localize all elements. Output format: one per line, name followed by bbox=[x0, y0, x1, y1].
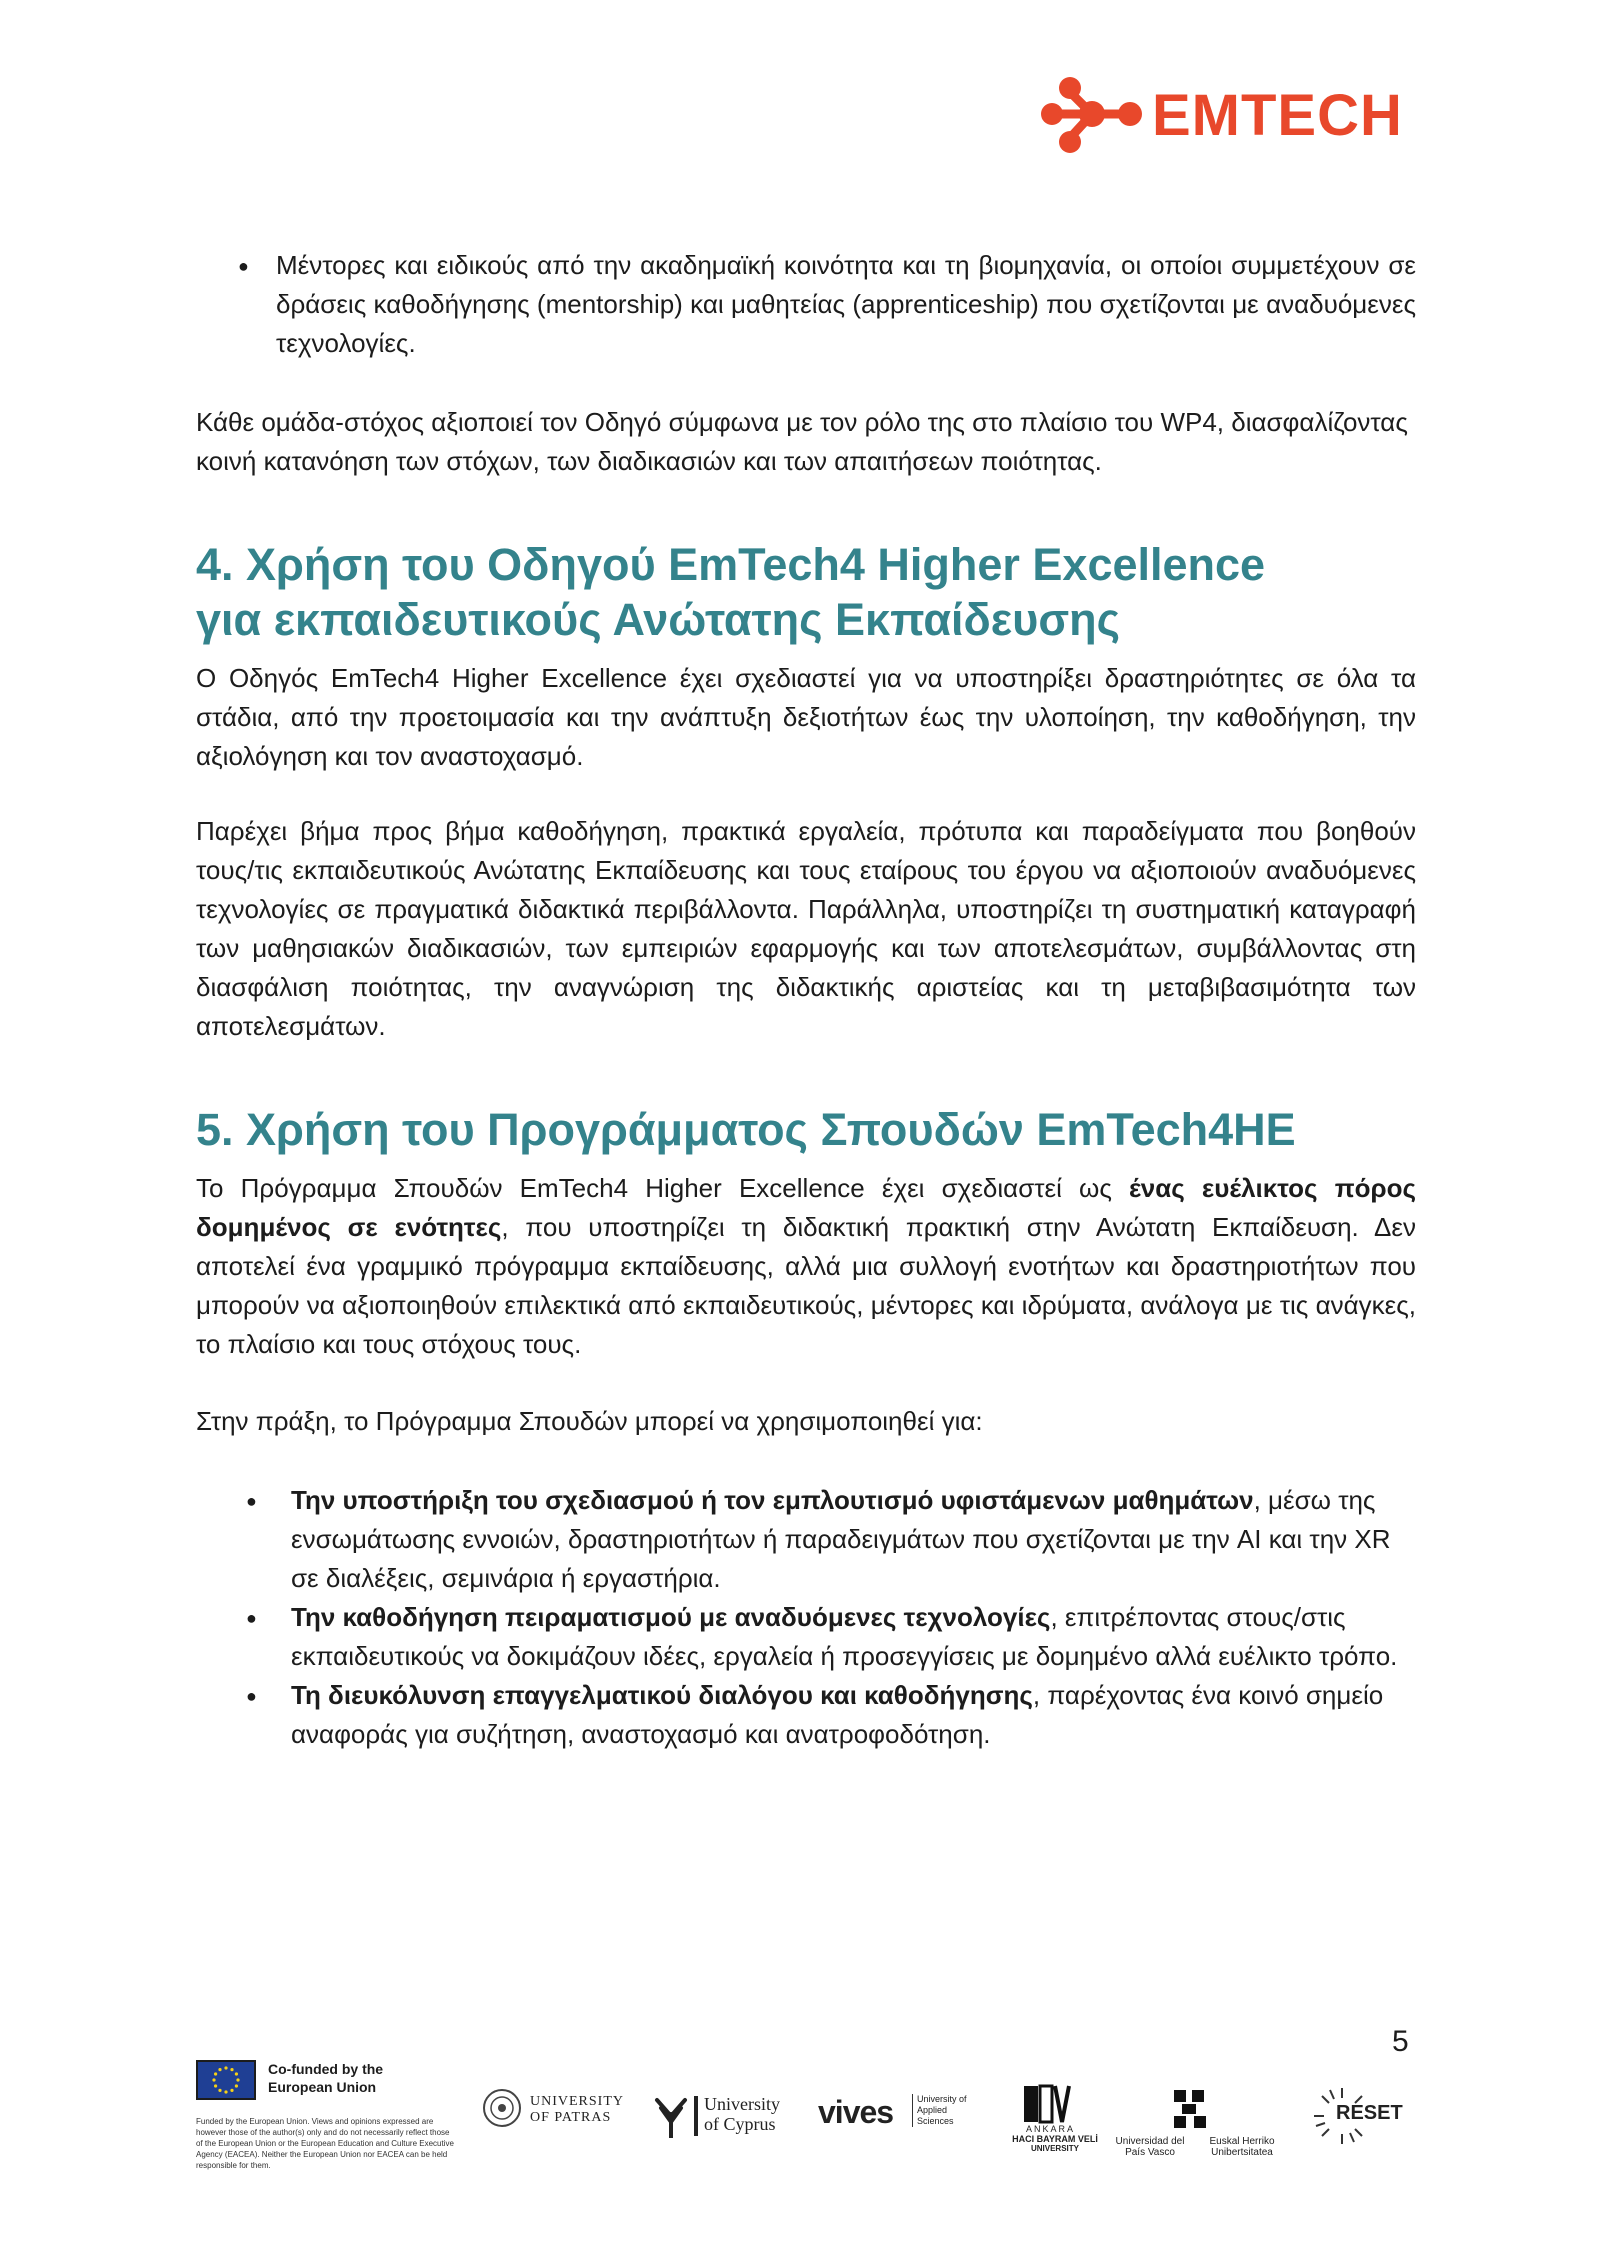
list-item bbox=[196, 1598, 1416, 1676]
bold-text: Τη διευκόλυνση επαγγελματικού διαλόγου και καθοδήγησης bbox=[291, 1680, 1033, 1710]
vives-wordmark: vives bbox=[818, 2094, 894, 2130]
section-4-paragraph-2: Παρέχει βήμα προς βήμα καθοδήγηση, πρακτικά εργαλεία, πρότυπα και παραδείγματα που βοηθούν τους/τις εκπαιδευτικούς Ανώτατης Εκπαίδευσης και τους εταίρους του έργου να αξιοποιούν αναδυόμενες τεχνολογίες σε πραγματικά διδακτικά περιβάλλοντα. Παράλληλα, υποστηρίζει τη συστηματική καταγραφή των μαθησιακών διαδικασιών, των εμπειριών εφαρμογής και των αποτελεσμάτων, συμβάλλοντας στη διασφάλιση ποιότητας, την αναγνώριση της διδακτικής αριστείας και τη μεταβιβασιμότητα των αποτελεσμάτων. bbox=[196, 816, 1416, 1041]
intro-paragraph: Κάθε ομάδα-στόχος αξιοποιεί τον Οδηγό σύμφωνα με τον ρόλο της στο πλαίσιο του WP4, διασφαλίζοντας κοινή κατανόηση των στόχων, των διαδικασιών και των απαιτήσεων ποιότητας. bbox=[196, 407, 1408, 476]
text-run: , μέσω της ενσωμάτωσης εννοιών, δραστηριοτήτων ή παραδειγμάτων που σχετίζονται με την AI και την XR σε διαλέξεις, σεμινάρια ή εργαστήρια. bbox=[291, 1485, 1391, 1593]
list-item bbox=[196, 1676, 1416, 1754]
reset-label: RESET bbox=[1336, 2102, 1403, 2124]
hbv-label-3: UNIVERSITY bbox=[1030, 2144, 1079, 2153]
bold-text: ένας ευέλικτος πόρος δομημένος σε ενότητες bbox=[196, 1173, 1416, 1242]
section-4-title-line-1: 4. Χρήση του Οδηγού EmTech4 Higher Excellence bbox=[196, 539, 1266, 590]
list-item: ● Μέντορες και ειδικούς από την ακαδημαϊκή κοινότητα και τη βιομηχανία, οι οποίοι συμμετέχουν σε δράσεις καθοδήγησης (mentorship) και μαθητείας (apprenticeship) που σχετίζονται με αναδυόμενες τεχνολογίες. bbox=[196, 246, 1416, 363]
section-4-title-line-2: για εκπαιδευτικούς Ανώτατης Εκπαίδευσης bbox=[196, 594, 1121, 645]
list-item bbox=[196, 1481, 1416, 1598]
cyprus-tree-icon bbox=[652, 2094, 690, 2138]
section-5-heading: 5. Χρήση του Προγράμματος Σπουδών EmTech4HE bbox=[196, 1104, 1296, 1155]
section-5-paragraph-2: Στην πράξη, το Πρόγραμμα Σπουδών μπορεί να χρησιμοποιηθεί για: bbox=[196, 1406, 983, 1436]
vives-sub-label: University of Applied Sciences bbox=[912, 2094, 967, 2127]
upv-ehu-emblem-icon bbox=[1170, 2086, 1214, 2130]
logo-text: EMTECH bbox=[1152, 83, 1403, 148]
emtech-logo bbox=[1040, 70, 1420, 160]
bold-text: Την καθοδήγηση πειραματισμού με αναδυόμενες τεχνολογίες bbox=[291, 1602, 1051, 1632]
intro-bullet-list bbox=[196, 246, 1416, 363]
upv-label-2: Euskal Herriko Unibertsitatea bbox=[1209, 2136, 1275, 2158]
hbv-emblem-icon bbox=[1022, 2084, 1072, 2124]
patras-seal-icon bbox=[482, 2088, 522, 2128]
text-run: , που υποστηρίζει τη διδακτική πρακτική στην Ανώτατη Εκπαίδευση. Δεν αποτελεί ένα γραμμικό πρόγραμμα εκπαίδευσης, αλλά μια συλλογή ενοτήτων και δραστηριοτήτων που μπορούν να αξιοποιηθούν επιλεκτικά από εκπαιδευτικούς, μέντορες και ιδρύματα, ανάλογα με τις ανάγκες, το πλαίσιο και τους στόχους τους. bbox=[196, 1212, 1416, 1359]
cyprus-label-1: University bbox=[704, 2094, 780, 2114]
upv-label-1: Universidad del País Vasco bbox=[1115, 2136, 1185, 2158]
main-content bbox=[196, 246, 1416, 1754]
hbv-label-1: ANKARA bbox=[1026, 2124, 1076, 2134]
cyprus-label-2: of Cyprus bbox=[704, 2114, 776, 2134]
section-4-paragraph-1: Ο Οδηγός EmTech4 Higher Excellence έχει σχεδιαστεί για να υποστηρίξει δραστηριότητες σε όλα τα στάδια, από την προετοιμασία και την ανάπτυξη δεξιοτήτων έως την υλοποίηση, την καθοδήγηση, την αξιολόγηση και τον αναστοχασμό. bbox=[196, 663, 1416, 771]
text-run: Το Πρόγραμμα Σπουδών EmTech4 Higher Excellence έχει σχεδιαστεί ως bbox=[196, 1173, 1130, 1203]
eu-cofunded-label: Co-funded by the European Union bbox=[268, 2061, 384, 2095]
section-4-heading bbox=[196, 537, 1416, 647]
page-number: 5 bbox=[1392, 2025, 1409, 2058]
bold-text: Την υποστήριξη του σχεδιασμού ή τον εμπλουτισμό υφιστάμενων μαθημάτων bbox=[291, 1485, 1254, 1515]
section-5-paragraph-1 bbox=[196, 1169, 1416, 1364]
eu-disclaimer: Funded by the European Union. Views and opinions expressed are however those of the author(s) only and do not necessarily reflect those of the European Union or the European Education and Culture Executive Agency (EACEA). Neither the European Union nor EACEA can be held responsible for them. bbox=[196, 2117, 454, 2170]
divider bbox=[694, 2096, 698, 2136]
patras-label: UNIVERSITY OF PATRAS bbox=[530, 2094, 624, 2125]
emtech-molecule-logo-icon bbox=[1040, 70, 1145, 160]
usage-bullet-list bbox=[196, 1481, 1416, 1754]
text-run: , παρέχοντας ένα κοινό σημείο αναφοράς για συζήτηση, αναστοχασμό και ανατροφοδότηση. bbox=[291, 1680, 1384, 1749]
eu-flag-icon bbox=[196, 2060, 256, 2100]
hbv-label-2: HACI BAYRAM VELİ bbox=[1012, 2134, 1098, 2144]
text-run: , επιτρέποντας στους/στις εκπαιδευτικούς να δοκιμάζουν ιδέες, εργαλεία ή προσεγγίσεις με δομημένο αλλά ευέλικτο τρόπο. bbox=[291, 1602, 1398, 1671]
